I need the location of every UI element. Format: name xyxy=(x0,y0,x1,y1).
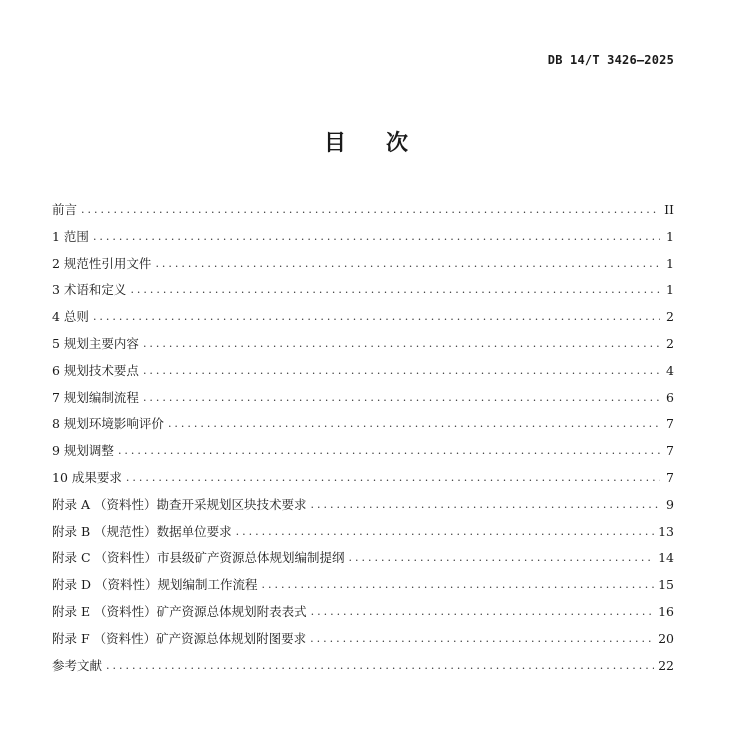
toc-entry-appendix-f[interactable] xyxy=(52,626,674,653)
toc-leader xyxy=(143,385,660,412)
toc-entry-appendix-c[interactable] xyxy=(52,545,674,572)
toc-label: 附录 A （资料性）勘查开采规划区块技术要求 xyxy=(52,496,307,512)
toc-label: 附录 F （资料性）矿产资源总体规划附图要求 xyxy=(52,630,307,646)
toc-page: 1 xyxy=(666,282,674,298)
title-char-1: 目 xyxy=(323,131,346,156)
table-of-contents xyxy=(52,197,674,679)
title-char-2: 次 xyxy=(386,131,409,156)
document-code: DB 14/T 3426—2025 xyxy=(547,53,674,67)
toc-label: 5 规划主要内容 xyxy=(52,335,139,351)
toc-leader xyxy=(349,545,655,572)
toc-leader xyxy=(93,224,660,251)
toc-leader xyxy=(236,519,654,546)
toc-entry-appendix-b[interactable] xyxy=(52,519,674,546)
toc-leader xyxy=(261,572,654,599)
toc-entry-general[interactable] xyxy=(52,304,674,331)
toc-entry-deliverables[interactable] xyxy=(52,465,674,492)
toc-label: 9 规划调整 xyxy=(52,443,114,459)
toc-entry-technical-points[interactable] xyxy=(52,358,674,385)
toc-page: 4 xyxy=(666,362,674,378)
toc-page: 6 xyxy=(666,389,674,405)
toc-leader xyxy=(310,492,660,519)
toc-leader xyxy=(81,197,660,224)
toc-label: 7 规划编制流程 xyxy=(52,389,139,405)
toc-entry-normative-references[interactable] xyxy=(52,251,674,278)
toc-page: 13 xyxy=(658,523,674,539)
toc-leader xyxy=(143,358,660,385)
toc-leader xyxy=(118,438,660,465)
toc-label: 3 术语和定义 xyxy=(52,282,127,298)
toc-label: 6 规划技术要点 xyxy=(52,362,139,378)
toc-label: 1 范围 xyxy=(52,228,89,244)
toc-label: 10 成果要求 xyxy=(52,469,122,485)
toc-leader xyxy=(143,331,660,358)
toc-page: 16 xyxy=(658,603,674,619)
toc-leader xyxy=(168,411,660,438)
toc-entry-appendix-e[interactable] xyxy=(52,599,674,626)
toc-page: 7 xyxy=(666,469,674,485)
toc-leader xyxy=(126,465,660,492)
toc-page: 9 xyxy=(666,496,674,512)
toc-entry-appendix-d[interactable] xyxy=(52,572,674,599)
toc-page: 7 xyxy=(666,443,674,459)
toc-leader xyxy=(310,626,654,653)
toc-page: 1 xyxy=(666,255,674,271)
toc-label: 参考文献 xyxy=(52,657,103,673)
toc-label: 附录 D （资料性）规划编制工作流程 xyxy=(52,577,258,593)
toc-entry-scope[interactable] xyxy=(52,224,674,251)
toc-leader xyxy=(130,277,660,304)
toc-page: 1 xyxy=(666,228,674,244)
toc-leader xyxy=(311,599,655,626)
toc-entry-adjustment[interactable] xyxy=(52,438,674,465)
toc-label: 2 规范性引用文件 xyxy=(52,255,152,271)
toc-leader xyxy=(155,251,660,278)
toc-entry-appendix-a[interactable] xyxy=(52,492,674,519)
toc-page: 20 xyxy=(658,630,674,646)
toc-label: 8 规划环境影响评价 xyxy=(52,416,164,432)
toc-page: 14 xyxy=(658,550,674,566)
toc-page: 2 xyxy=(666,335,674,351)
toc-label: 前言 xyxy=(52,202,78,217)
toc-page: II xyxy=(664,202,674,217)
toc-entry-terms[interactable] xyxy=(52,277,674,304)
page-title xyxy=(0,126,732,157)
toc-page: 22 xyxy=(658,657,674,673)
toc-label: 附录 C （资料性）市县级矿产资源总体规划编制提纲 xyxy=(52,550,345,566)
toc-entry-foreword[interactable] xyxy=(52,197,674,224)
toc-label: 附录 E （资料性）矿产资源总体规划附表表式 xyxy=(52,603,307,619)
toc-entry-environmental-assessment[interactable] xyxy=(52,411,674,438)
toc-label: 4 总则 xyxy=(52,309,89,325)
toc-page: 15 xyxy=(658,577,674,593)
toc-entry-process[interactable] xyxy=(52,385,674,412)
toc-label: 附录 B （规范性）数据单位要求 xyxy=(52,523,232,539)
toc-page: 7 xyxy=(666,416,674,432)
toc-page: 2 xyxy=(666,309,674,325)
toc-entry-main-content[interactable] xyxy=(52,331,674,358)
toc-entry-bibliography[interactable] xyxy=(52,653,674,680)
toc-leader xyxy=(93,304,660,331)
toc-leader xyxy=(106,653,654,680)
